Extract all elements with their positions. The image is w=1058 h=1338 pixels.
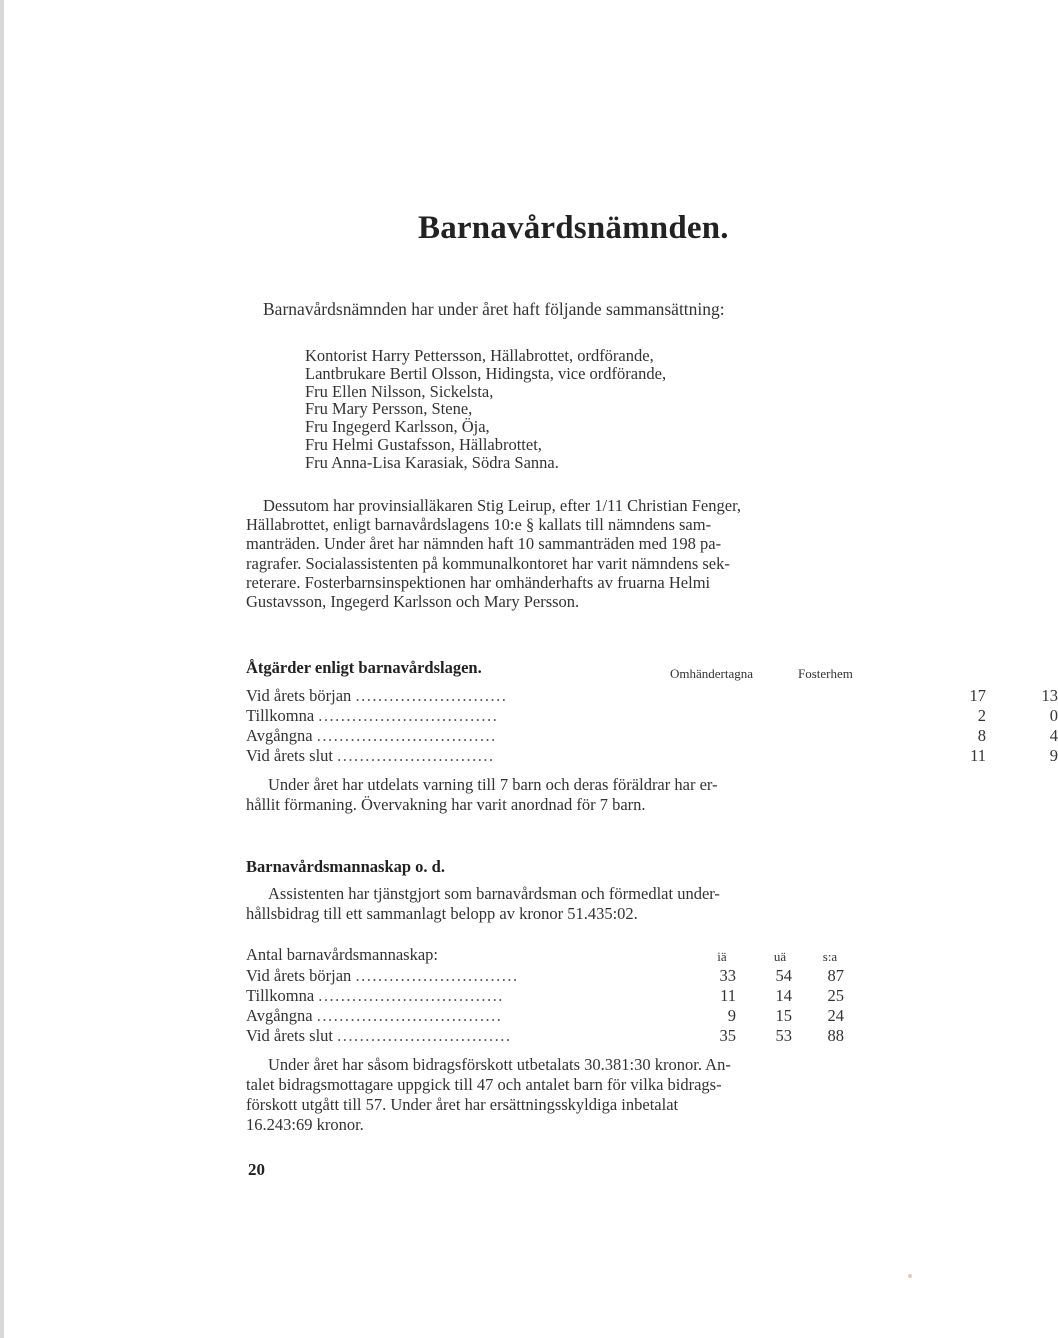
cell-summa: 25 xyxy=(827,986,844,1005)
col-ia: iä xyxy=(717,949,727,964)
col-omhandertagna: Omhändertagna xyxy=(670,666,754,681)
table-row xyxy=(246,726,1058,746)
text-line: manträden. Under året har nämnden haft 10 sammanträden med 198 pa- xyxy=(246,534,722,554)
atgarder-heading: Åtgärder enligt barnavårdslagen. xyxy=(246,658,482,677)
table-row xyxy=(246,706,1058,726)
cell-summa: 87 xyxy=(827,966,844,985)
table-row xyxy=(246,986,866,1006)
leader-dots: ............................. xyxy=(355,966,519,985)
row-label: Tillkomna xyxy=(246,986,315,1005)
cell-ia: 33 xyxy=(719,966,736,985)
member-line: Fru Helmi Gustafsson, Hällabrottet, xyxy=(305,434,542,454)
paragraph-bidragsforskott xyxy=(246,1055,868,1135)
text-line: Under året har såsom bidragsförskott utbetalats 30.381:30 kronor. An- xyxy=(268,1055,731,1074)
scan-edge xyxy=(0,0,4,1338)
row-label: Vid årets början xyxy=(246,686,352,705)
cell-omhandertagna: 8 xyxy=(977,726,986,745)
text-line: ragrafer. Socialassistenten på kommunalkontoret har varit nämndens sek- xyxy=(246,553,730,573)
text-line: Gustavsson, Ingegerd Karlsson och Mary Persson. xyxy=(246,592,580,612)
text-line: hållsbidrag till ett sammanlagt belopp av kronor 51.435:02. xyxy=(246,904,638,923)
leader-dots: ............................... xyxy=(337,1026,512,1045)
text-line: 16.243:69 kronor. xyxy=(246,1115,364,1134)
cell-ua: 14 xyxy=(775,986,792,1005)
paragraph-assistenten xyxy=(246,884,868,924)
table-row xyxy=(246,746,1058,766)
text-line: hållit förmaning. Övervakning har varit anordnad för 7 barn. xyxy=(246,795,646,814)
member-line: Fru Ellen Nilsson, Sickelsta, xyxy=(305,381,494,401)
text-line: Hällabrottet, enligt barnavårdslagens 10:e § kallats till nämndens sam- xyxy=(246,515,712,535)
cell-ia: 9 xyxy=(727,1006,736,1025)
member-line: Fru Anna-Lisa Karasiak, Södra Sanna. xyxy=(305,452,559,472)
text-line: reterare. Fosterbarnsinspektionen har omhänderhafts av fruarna Helmi xyxy=(246,572,711,592)
cell-fosterhem: 0 xyxy=(1049,706,1058,725)
member-line: Kontorist Harry Pettersson, Hällabrottet, ordförande, xyxy=(305,346,654,365)
col-fosterhem: Fosterhem xyxy=(798,666,853,681)
leader-dots: ................................ xyxy=(316,726,497,745)
intro-text: Barnavårdsnämnden har under året haft följande sammansättning: xyxy=(263,299,725,319)
cell-ia: 35 xyxy=(719,1026,736,1045)
cell-omhandertagna: 2 xyxy=(977,706,986,725)
row-label: Vid årets början xyxy=(246,966,352,985)
member-list xyxy=(305,347,666,472)
member-line: Fru Mary Persson, Stene, xyxy=(305,399,473,419)
leader-dots: ................................. xyxy=(316,1006,503,1025)
row-label: Tillkomna xyxy=(246,706,315,725)
member-line: Fru Ingegerd Karlsson, Öja, xyxy=(305,417,490,437)
row-label: Vid årets slut xyxy=(246,1026,333,1045)
text-line: talet bidragsmottagare uppgick till 47 och antalet barn för vilka bidrags- xyxy=(246,1075,722,1094)
table-row xyxy=(246,966,866,986)
text-line: Under året har utdelats varning till 7 barn och deras föräldrar har er- xyxy=(268,775,718,794)
atgarder-table xyxy=(246,686,1058,766)
barnavardsmannaskap-heading: Barnavårdsmannaskap o. d. xyxy=(246,857,445,876)
cell-fosterhem: 4 xyxy=(1049,726,1058,745)
cell-ia: 11 xyxy=(720,986,736,1005)
col-ua: uä xyxy=(773,949,787,964)
page-number: 20 xyxy=(248,1160,265,1179)
table-row xyxy=(246,1026,866,1046)
paragraph-varning xyxy=(246,775,868,815)
row-label: Vid årets slut xyxy=(246,746,333,765)
leader-dots: ............................ xyxy=(337,746,495,765)
barnavardsmannaskap-table xyxy=(246,966,866,1046)
text-line: Assistenten har tjänstgjort som barnavårdsman och förmedlat under- xyxy=(268,884,720,903)
cell-ua: 53 xyxy=(775,1026,792,1045)
leader-dots: ................................ xyxy=(318,706,499,725)
cell-summa: 24 xyxy=(827,1006,844,1025)
table-row xyxy=(246,1006,866,1026)
page-title: Barnavårdsnämnden. xyxy=(418,210,729,246)
scan-speck xyxy=(908,1274,912,1278)
paragraph-provinsiallakaren xyxy=(246,496,868,611)
leader-dots: ........................... xyxy=(355,686,508,705)
text-line: förskott utgått till 57. Under året har ersättningsskyldiga inbetalat xyxy=(246,1095,679,1114)
col-summa: s:a xyxy=(822,949,838,964)
cell-omhandertagna: 11 xyxy=(970,746,986,765)
row-label: Avgångna xyxy=(246,1006,313,1025)
text-line: Dessutom har provinsialläkaren Stig Leirup, efter 1/11 Christian Fenger, xyxy=(263,496,742,515)
cell-omhandertagna: 17 xyxy=(969,686,986,705)
table-row xyxy=(246,686,1058,706)
leader-dots: ................................. xyxy=(318,986,504,1005)
cell-ua: 54 xyxy=(775,966,792,985)
cell-fosterhem: 13 xyxy=(1041,686,1058,705)
cell-summa: 88 xyxy=(827,1026,844,1045)
member-line: Lantbrukare Bertil Olsson, Hidingsta, vice ordförande, xyxy=(305,363,667,383)
cell-fosterhem: 9 xyxy=(1049,746,1058,765)
cell-ua: 15 xyxy=(775,1006,792,1025)
row-label: Avgångna xyxy=(246,726,313,745)
table-title: Antal barnavårdsmannaskap: xyxy=(246,945,438,964)
